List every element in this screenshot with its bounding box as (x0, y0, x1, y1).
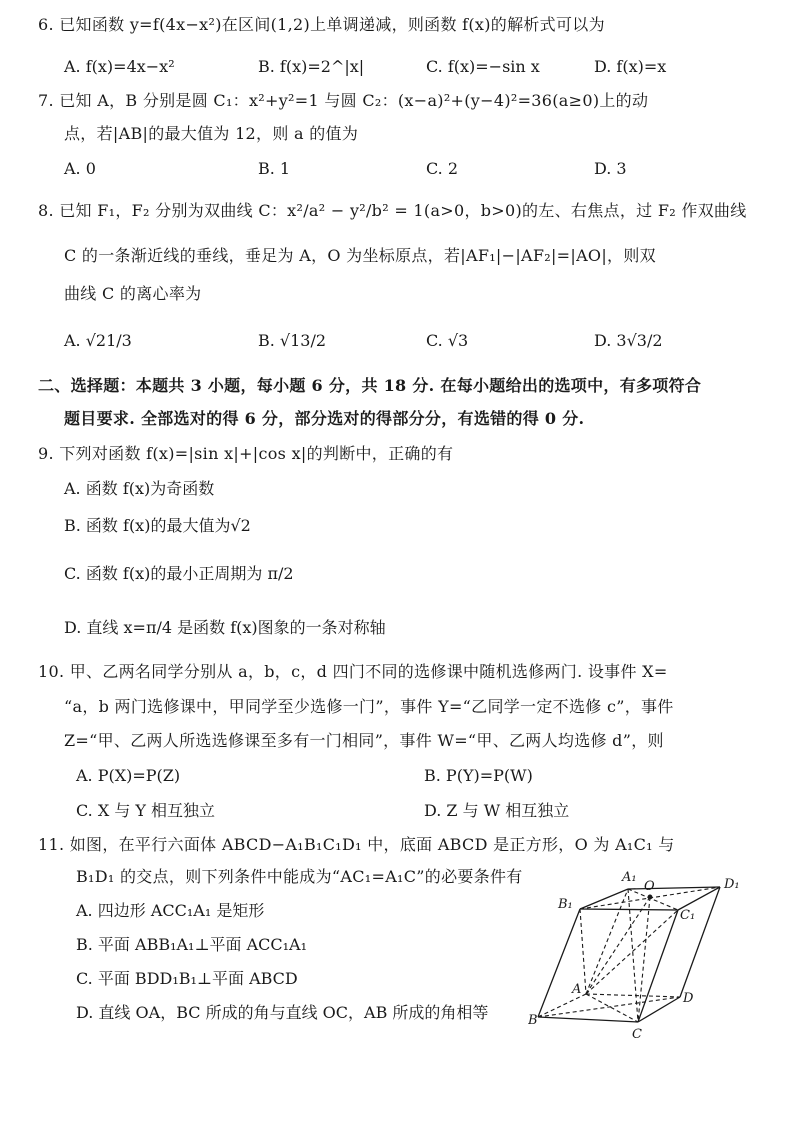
q9-option-d: D. 直线 x=π/4 是函数 f(x)图象的一条对称轴 (64, 618, 386, 637)
q7-stem-line1: 7. 已知 A，B 分别是圆 C₁：x²+y²=1 与圆 C₂：(x−a)²+(y−4)²=36(a≥0)上的动 (38, 91, 649, 110)
seg-OC (638, 897, 650, 1022)
q11-option-a: A. 四边形 ACC₁A₁ 是矩形 (76, 901, 265, 920)
q11-option-b: B. 平面 ABB₁A₁⊥平面 ACC₁A₁ (76, 935, 308, 954)
q7-option-c: C. 2 (426, 159, 459, 178)
diag-AC (586, 994, 638, 1022)
q8-option-a: A. √21/3 (64, 331, 132, 350)
edge-CD (638, 997, 680, 1022)
parallelepiped-figure (528, 862, 748, 1042)
label-D: D (683, 991, 694, 1006)
hidden-edge-AA1 (586, 889, 628, 994)
q6-option-a: A. f(x)=4x−x² (64, 57, 175, 76)
q8-option-c: C. √3 (426, 331, 469, 350)
q11-stem-line1: 11. 如图，在平行六面体 ABCD−A₁B₁C₁D₁ 中，底面 ABCD 是正方形，O 为 A₁C₁ 与 (38, 835, 675, 854)
section2-heading-line1: 二、选择题：本题共 3 小题，每小题 6 分，共 18 分. 在每小题给出的选项中，有多项符合 (38, 376, 702, 395)
label-D1: D₁ (724, 877, 740, 892)
q6-option-b: B. f(x)=2^|x| (258, 57, 365, 76)
edge-BC (538, 1017, 638, 1022)
seg-OA (586, 897, 650, 994)
edge-B1B (538, 909, 580, 1017)
q11-option-c: C. 平面 BDD₁B₁⊥平面 ABCD (76, 969, 298, 988)
q11-option-d: D. 直线 OA，BC 所成的角与直线 OC，AB 所成的角相等 (76, 1003, 489, 1022)
q9-option-a: A. 函数 f(x)为奇函数 (64, 479, 215, 498)
label-B1: B₁ (558, 897, 573, 912)
q10-stem-line3: Z=“甲、乙两人所选选修课至多有一门相同”，事件 W=“甲、乙两人均选修 d”，则 (64, 731, 664, 750)
edge-B1C1 (580, 909, 678, 910)
hidden-edge-AD (586, 994, 680, 997)
q6-stem: 6. 已知函数 y=f(4x−x²)在区间(1,2)上单调递减，则函数 f(x)的解析式可以为 (38, 15, 605, 34)
edge-C1C (638, 910, 678, 1022)
q10-option-d: D. Z 与 W 相互独立 (424, 801, 570, 820)
diag-AC1 (586, 910, 678, 994)
q10-option-a: A. P(X)=P(Z) (76, 766, 181, 785)
q7-option-a: A. 0 (64, 159, 96, 178)
q11-stem-line2: B₁D₁ 的交点，则下列条件中能成为“AC₁=A₁C”的必要条件有 (76, 867, 523, 886)
label-A: A (572, 982, 582, 997)
q9-option-c: C. 函数 f(x)的最小正周期为 π/2 (64, 564, 294, 583)
label-O: O (644, 879, 655, 894)
q6-option-d: D. f(x)=x (594, 57, 667, 76)
label-B: B (528, 1013, 538, 1028)
q7-option-b: B. 1 (258, 159, 291, 178)
q8-option-b: B. √13/2 (258, 331, 327, 350)
q8-stem-line3: 曲线 C 的离心率为 (64, 284, 202, 303)
q8-option-d: D. 3√3/2 (594, 331, 663, 350)
q10-option-b: B. P(Y)=P(W) (424, 766, 533, 785)
q10-stem-line2: “a，b 两门选修课中，甲同学至少选修一门”，事件 Y=“乙同学一定不选修 c”，事件 (64, 697, 674, 716)
label-A1: A₁ (622, 870, 637, 885)
q9-option-b: B. 函数 f(x)的最大值为√2 (64, 516, 251, 535)
q9-stem: 9. 下列对函数 f(x)=|sin x|+|cos x|的判断中，正确的有 (38, 444, 454, 463)
q10-option-c: C. X 与 Y 相互独立 (76, 801, 216, 820)
q6-option-c: C. f(x)=−sin x (426, 57, 540, 76)
label-C1: C₁ (680, 908, 696, 923)
section2-heading-line2: 题目要求. 全部选对的得 6 分，部分选对的得部分分，有选错的得 0 分. (64, 409, 585, 428)
q8-stem-line1: 8. 已知 F₁，F₂ 分别为双曲线 C：x²/a² − y²/b² = 1(a>0，b>0)的左、右焦点，过 F₂ 作双曲线 (38, 201, 747, 220)
q7-option-d: D. 3 (594, 159, 627, 178)
q7-stem-line2: 点，若|AB|的最大值为 12，则 a 的值为 (64, 124, 359, 143)
edge-D1D (680, 887, 720, 997)
q10-stem-line1: 10. 甲、乙两名同学分别从 a，b，c，d 四门不同的选修课中随机选修两门. 设事件 X= (38, 662, 668, 681)
q8-stem-line2: C 的一条渐近线的垂线，垂足为 A，O 为坐标原点，若|AF₁|−|AF₂|=|AO|，则双 (64, 246, 656, 265)
label-C: C (632, 1027, 642, 1042)
